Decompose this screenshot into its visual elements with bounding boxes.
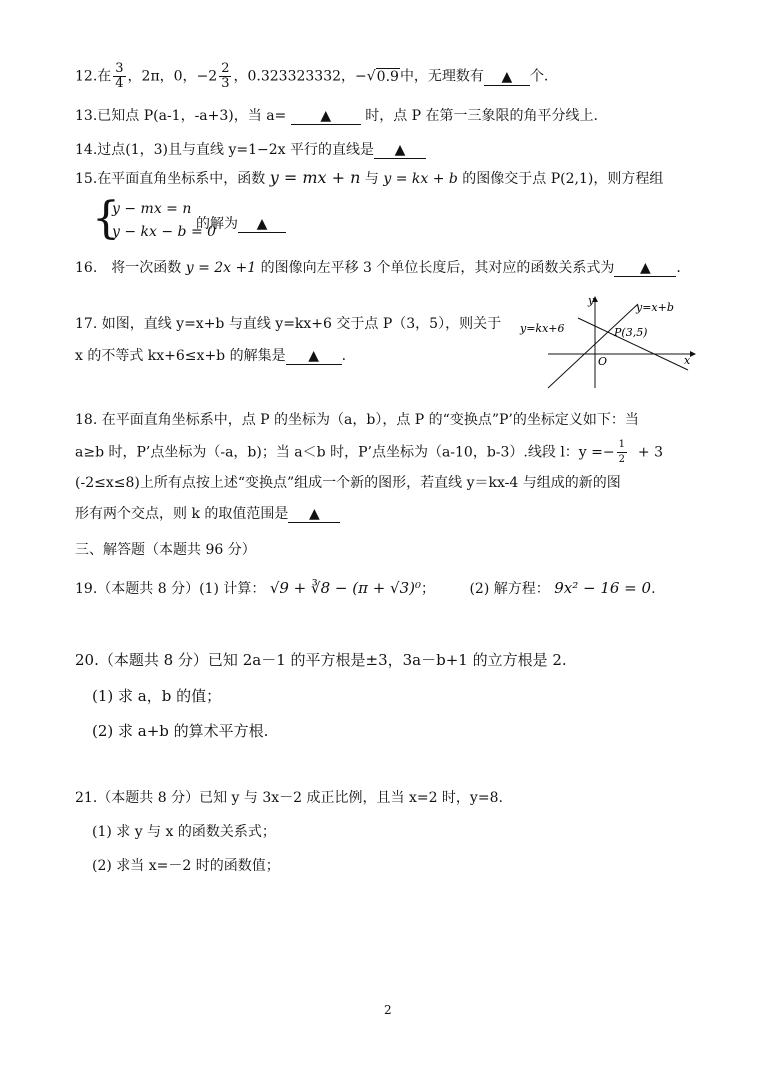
- question-14: 14.过点(1，3)且与直线 y=1−2x 平行的直线是 ▲: [75, 140, 426, 160]
- question-20-part-1: (1) 求 a，b 的值；: [92, 687, 222, 705]
- line2-label: y=kx+6: [520, 322, 565, 335]
- q12-mid2: ，0.323323332，: [233, 68, 356, 85]
- q12-prefix: 12.在: [75, 68, 112, 85]
- q12-fraction-2-3: $\frac{2}{3}$: [221, 61, 230, 91]
- question-13: 13.已知点 P(a-1，-a+3)，当 a= ▲ 时，点 P 在第一三象限的角平分线上.: [75, 108, 598, 124]
- q12-end: 个.: [529, 68, 549, 85]
- question-21: 21.（本题共 8 分）已知 y 与 3x－2 成正比例，且当 x=2 时，y=8.: [75, 790, 503, 806]
- q12-post: 中，无理数有: [399, 68, 484, 85]
- q12-neg: −: [355, 68, 367, 85]
- q12-radicand: 0.9: [376, 68, 399, 85]
- q15-answer-blank[interactable]: ▲: [238, 216, 286, 233]
- q15-equation-2: y − kx − b = 0: [112, 224, 217, 240]
- question-18-line-1: 18. 在平面直角坐标系中，点 P 的坐标为（a，b），点 P 的“变换点”P’的坐标定义如下：当: [75, 412, 639, 428]
- question-19: 19.（本题共 8 分）(1) 计算： √9 + ∛8 − (π + √3)⁰； (2) 解方程： 9x² − 16 = 0.: [75, 579, 656, 597]
- line1-label: y=x+b: [636, 301, 674, 314]
- q16-function: y = 2x +1: [185, 260, 257, 276]
- question-12: 12.在 $\frac{3}{4}$ ，2π，0，−2 $\frac{2}{3}$ ，0.323323332，−√0.9中，无理数有 ▲ 个.: [75, 61, 549, 91]
- line-y-x-plus-b: [548, 304, 638, 388]
- q12-mid1: ，2π，0，: [127, 68, 197, 85]
- question-17-line-1: 17. 如图，直线 y=x+b 与直线 y=kx+6 交于点 P（3，5），则关于: [75, 316, 502, 332]
- section-3-heading: 三、解答题（本题共 96 分）: [75, 542, 256, 558]
- q17-answer-blank[interactable]: ▲: [286, 348, 342, 365]
- q17-figure: [518, 292, 698, 392]
- origin-label: O: [598, 355, 608, 368]
- q15-function-2: y = kx + b: [383, 171, 458, 187]
- question-18-line-2: a≥b 时，P’点坐标为（-a，b)；当 a＜b 时，P’点坐标为（a-10，b-3）.线段 l：y =− $\frac{1}{2}$ + 3: [75, 439, 664, 465]
- question-15: 15.在平面直角坐标系中，函数 y = mx + n 与 y = kx + b 的图像交于点 P(2,1)，则方程组: [75, 168, 664, 187]
- q12-minus-two: −2: [196, 68, 218, 85]
- q15-equation-1: y − mx = n: [112, 201, 192, 217]
- q14-answer-blank[interactable]: ▲: [374, 142, 426, 159]
- q12-fraction-3-4: $\frac{3}{4}$: [115, 61, 124, 91]
- q12-answer-blank[interactable]: ▲: [484, 69, 530, 86]
- q15-answer-line: 的解为 ▲: [196, 213, 286, 233]
- page-number: 2: [384, 1003, 392, 1017]
- q16-answer-blank[interactable]: ▲: [614, 260, 676, 277]
- y-axis-label: y: [588, 294, 595, 307]
- q18-fraction-1-2: $\frac{1}{2}$: [618, 439, 626, 465]
- question-17-line-2: x 的不等式 kx+6≤x+b 的解集是 ▲ .: [75, 348, 347, 364]
- q18-answer-blank[interactable]: ▲: [288, 506, 340, 523]
- question-18-line-4: 形有两个交点，则 k 的取值范围是 ▲: [75, 504, 340, 524]
- q19-expression: √9 + ∛8 − (π + √3)⁰: [269, 579, 422, 597]
- q15-function-1: y = mx + n: [269, 168, 361, 187]
- question-21-part-1: (1) 求 y 与 x 的函数关系式；: [92, 824, 276, 840]
- x-axis-label: x: [684, 354, 691, 367]
- question-16: 16. 将一次函数 y = 2x +1 的图像向左平移 3 个单位长度后，其对应的函数关系式为 ▲ .: [75, 260, 681, 276]
- q19-equation: 9x² − 16 = 0: [554, 579, 652, 597]
- question-21-part-2: (2) 求当 x=－2 时的函数值；: [92, 858, 280, 874]
- question-18-line-3: (-2≤x≤8)上所有点按上述“变换点”组成一个新的图形，若直线 y＝kx-4 与组成的新的图: [75, 475, 621, 491]
- q15-system-brace: {: [92, 193, 120, 244]
- question-20: 20.（本题共 8 分）已知 2a－1 的平方根是±3，3a－b+1 的立方根是 2.: [75, 651, 567, 669]
- q13-answer-blank[interactable]: ▲: [291, 108, 361, 125]
- x-axis-arrow: [690, 351, 696, 357]
- point-p-label: P(3,5): [614, 326, 648, 339]
- question-20-part-2: (2) 求 a+b 的算术平方根.: [92, 722, 269, 740]
